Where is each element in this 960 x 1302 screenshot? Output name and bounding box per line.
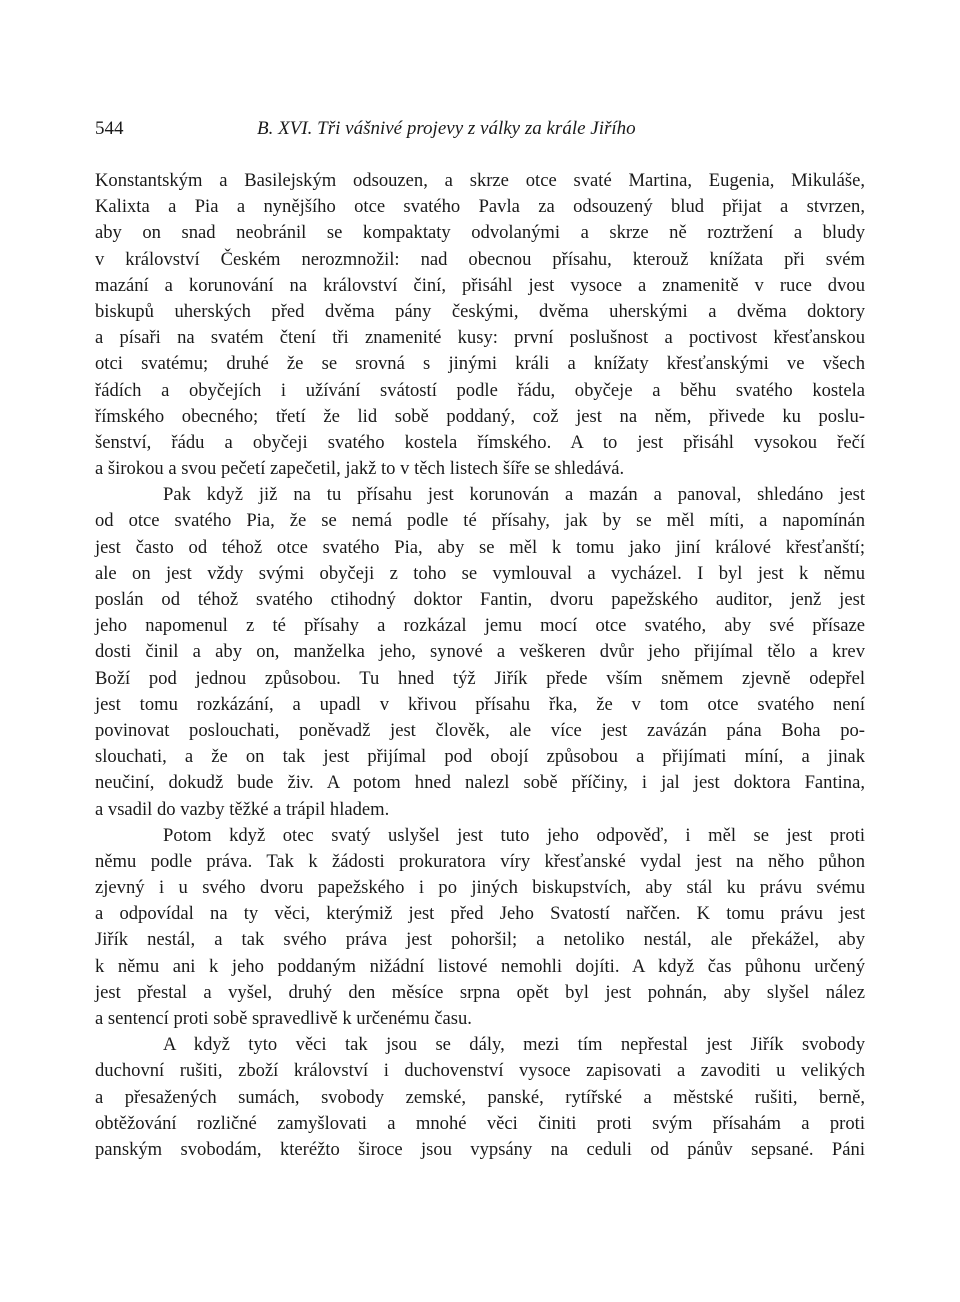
body-text	[95, 168, 865, 1163]
text-line: a vsadil do vazby těžké a trápil hladem.	[95, 798, 390, 820]
text-line: zjevný i u svého dvoru papežského i po jiných biskupstvích, aby stál ku právu svému	[95, 877, 865, 899]
paragraph-first-line: A když tyto věci tak jsou se dály, mezi tím nepřestal jest Jiřík svobody	[163, 1034, 865, 1056]
text-line: k němu ani k jeho poddaným nižádní listové nemohli dojíti. A když čas půhonu určený	[95, 955, 865, 977]
page-number: 544	[95, 118, 124, 139]
text-line: a širokou a svou pečetí zapečetil, jakž to v těch listech šíře se shledává.	[95, 458, 625, 480]
text-line: obtěžování rozličné zamyšlovati a mnohé věci činiti proti svým přísahám a proti	[95, 1112, 865, 1134]
text-line: němu podle práva. Tak k žádosti prokuratora víry křesťanské vydal jest na něho půhon	[95, 850, 865, 872]
text-line: Kalixta a Pia a nynějšího otce svatého Pavla za odsouzený blud přijat a stvrzen,	[95, 196, 865, 218]
text-line: římského obecného; třetí že lid sobě poddaný, což jest na něm, přivede ku poslu-	[95, 405, 865, 427]
text-line: aby on snad neobránil se kompaktaty odvolanými a skrze ně roztržení a bludy	[95, 222, 865, 244]
text-line: panským svobodám, kteréžto široce jsou vypsány na ceduli od pánův sepsané. Páni	[95, 1138, 865, 1160]
text-line: řádích a obyčejích i užívání svátostí podle řádu, obyčeje a běhu svatého kostela	[95, 379, 865, 401]
text-line: dosti činil a aby on, manželka jeho, synové a veškeren dvůr jeho přijímal tělo a krev	[95, 641, 865, 663]
text-line: v království Českém nerozmnožil: nad obecnou přísahu, kterouž knížata při svém	[95, 248, 865, 270]
paragraph-first-line: Pak když již na tu přísahu jest korunován a mazán a panoval, shledáno jest	[163, 484, 865, 506]
text-line: poslán od téhož svatého ctihodný doktor Fantin, dvoru papežského auditor, jenž jest	[95, 589, 865, 610]
page-header	[95, 118, 865, 144]
text-line: jest tomu rozkázání, a upadl v křivou přísahu řka, že v tom otce svatého není	[95, 693, 865, 715]
text-line: slouchati, a že on tak jest přijímal pod obojí způsobou a přijímati míní, a jinak	[95, 746, 865, 768]
text-line: a přesažených sumách, svobody zemské, panské, rytířské a městské rušiti, berně,	[95, 1086, 865, 1108]
text-line: a písaři na svatém čtení tři znamenité kusy: první poslušnost a poctivost křesťanskou	[95, 327, 865, 349]
text-line: mazání a korunování na království činí, přisáhl jest vysoce a znamenitě v ruce dvou	[95, 274, 865, 296]
text-line: neučiní, dokudž bude živ. A potom hned nalezl sobě příčiny, i jal jest doktora Fantina,	[95, 772, 865, 794]
text-line: jest přestal a vyšel, druhý den měsíce srpna opět byl jest pohnán, aby slyšel nález	[95, 981, 865, 1003]
text-line: otci svatému; druhé že se srovná s jinými králi a knížaty křesťanskými ve všech	[95, 353, 865, 375]
text-line: od otce svatého Pia, že se nemá podle té přísahy, jak by se měl míti, a napomínán	[95, 510, 865, 532]
text-line: Boží pod jednou způsobou. Tu hned týž Jiřík přede vším sněmem zjevně odepřel	[95, 667, 865, 689]
text-line: a odpovídal na ty věci, kterýmiž jest před Jeho Svatostí nařčen. K tomu právu jest	[95, 903, 865, 925]
text-line: jeho napomenul z té přísahy a rozkázal jemu mocí otce svatého, aby své přísaze	[95, 615, 865, 637]
text-line: šenství, řádu a obyčeji svatého kostela římského. A to jest přisáhl vysokou řečí	[95, 431, 865, 453]
text-line: a sentencí proti sobě spravedlivě k určenému času.	[95, 1008, 472, 1029]
paragraph-first-line: Potom když otec svatý uslyšel jest tuto jeho odpověď, i měl se jest proti	[163, 824, 865, 846]
text-line: biskupů uherských před dvěma pány českými, dvěma uherskými a dvěma doktory	[95, 300, 865, 322]
text-line: Konstantským a Basilejským odsouzen, a skrze otce svaté Martina, Eugenia, Mikuláše,	[95, 170, 865, 191]
running-title: B. XVI. Tři vášnivé projevy z války za krále Jiřího	[257, 118, 636, 139]
text-line: povinovat poslouchati, poněvadž jest člověk, ale více jest zavázán pána Boha po-	[95, 719, 865, 741]
text-line: Jiřík nestál, a tak svého práva jest pohoršil; a netoliko nestál, ale překážel, aby	[95, 929, 865, 951]
text-line: duchovní rušiti, zboží království i duchovenství vysoce zapisovati a zavoditi u velikých	[95, 1060, 865, 1082]
text-line: ale on jest vždy svými obyčeji z toho se vymlouval a vycházel. I byl jest k němu	[95, 562, 865, 584]
text-line: jest často od téhož otce svatého Pia, aby se měl k tomu jako jiní králové křesťanští;	[95, 536, 865, 558]
